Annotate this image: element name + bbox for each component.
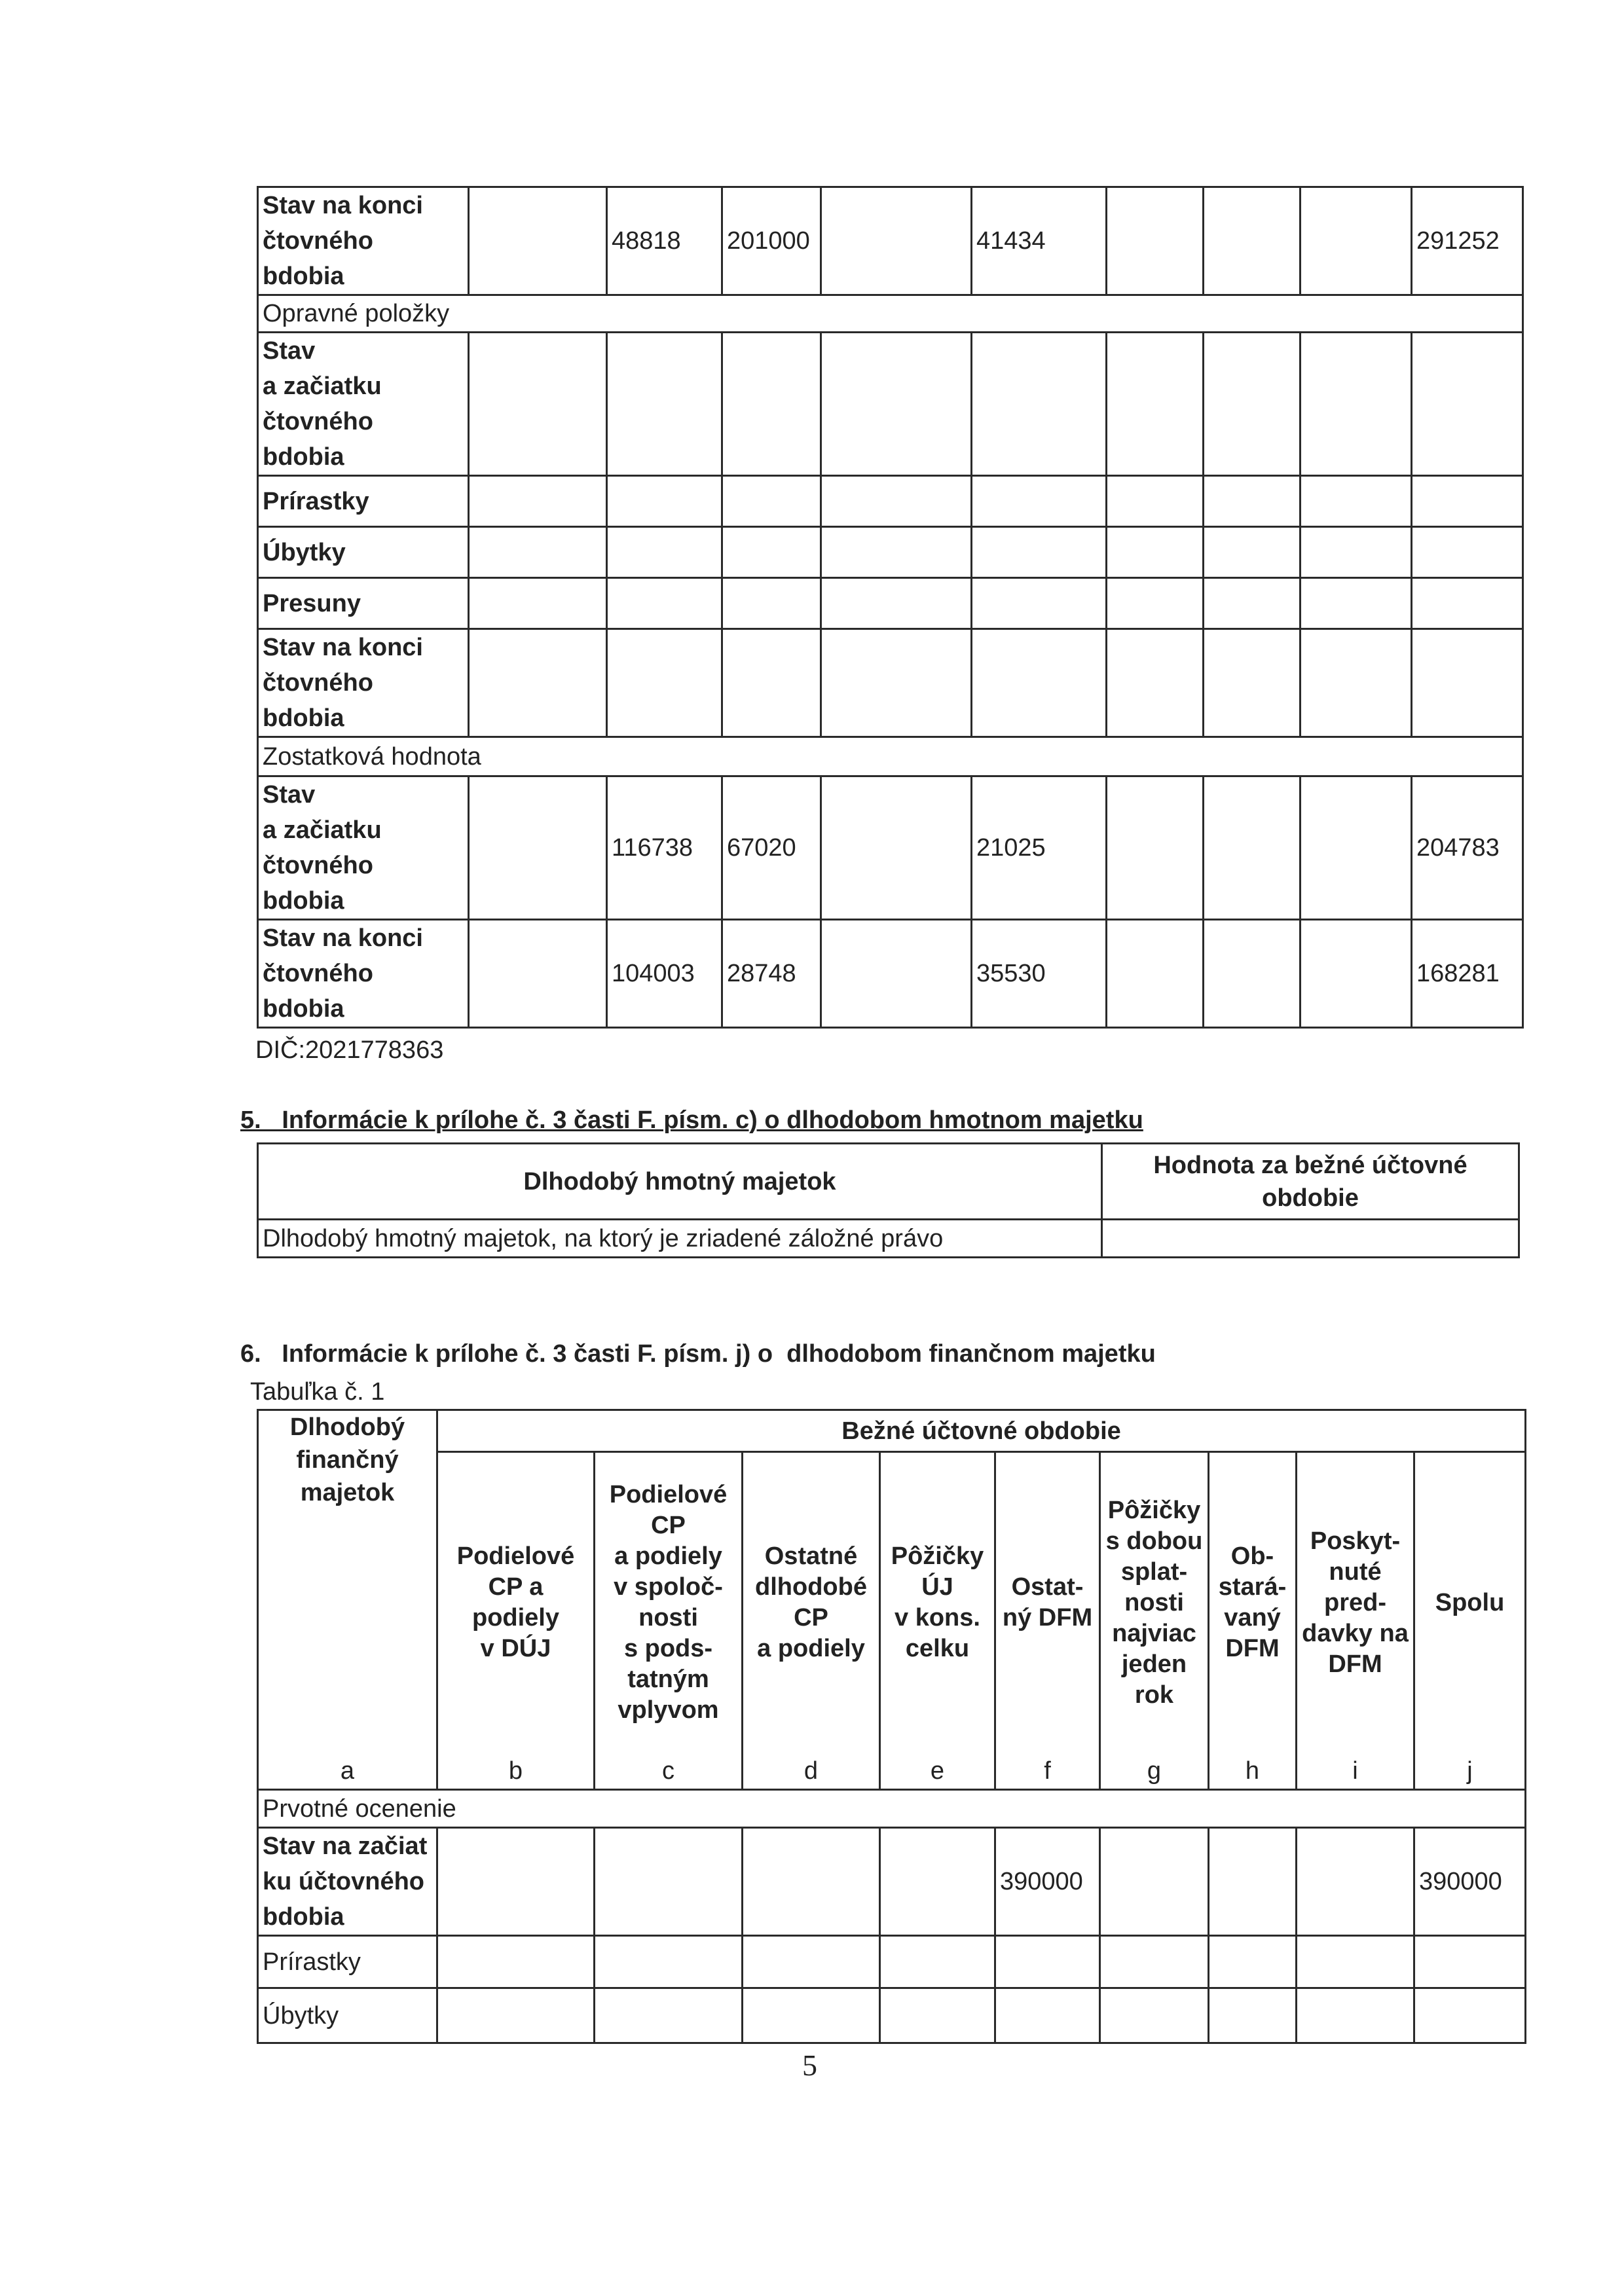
column-letter: h: [1209, 1753, 1297, 1790]
value-cell: 21025: [972, 776, 1107, 920]
table-row: [258, 920, 1523, 1028]
value-cell: [1204, 578, 1301, 629]
value-cell: [722, 333, 821, 476]
section5-table: [257, 1142, 1520, 1258]
value-cell: [1107, 776, 1204, 920]
section6-table: [257, 1409, 1526, 2044]
value-cell: 41434: [972, 187, 1107, 295]
value-cell: [1204, 476, 1301, 527]
value-cell: [722, 629, 821, 737]
row-label: Úbytky: [258, 527, 469, 578]
value-cell: 201000: [722, 187, 821, 295]
row-label: Presuny: [258, 578, 469, 629]
value-cell: [1204, 920, 1301, 1028]
value-cell: [1301, 333, 1412, 476]
value-cell: [1204, 527, 1301, 578]
value-cell: [821, 527, 972, 578]
section-row: [258, 737, 1523, 776]
value-cell: [1209, 1828, 1297, 1936]
section5-row-value: [1102, 1220, 1519, 1258]
value-cell: [607, 333, 722, 476]
value-cell: [595, 1988, 743, 2043]
value-cell: [469, 578, 607, 629]
value-cell: 390000: [995, 1828, 1100, 1936]
value-cell: [469, 333, 607, 476]
value-cell: [722, 578, 821, 629]
section5-col1-header: Dlhodobý hmotný majetok: [258, 1144, 1102, 1220]
table-row: [258, 527, 1523, 578]
value-cell: 35530: [972, 920, 1107, 1028]
value-cell: [972, 476, 1107, 527]
value-cell: [1100, 1828, 1209, 1936]
value-cell: [1107, 527, 1204, 578]
value-cell: [972, 333, 1107, 476]
value-cell: [821, 187, 972, 295]
col-a-header: Dlhodobý finančný majetok: [258, 1410, 437, 1753]
row-label: Stav na začiat ku účtovného bdobia: [258, 1828, 437, 1936]
value-cell: [821, 578, 972, 629]
value-cell: [821, 629, 972, 737]
value-cell: [1107, 333, 1204, 476]
column-letter: j: [1414, 1753, 1526, 1790]
value-cell: [1107, 920, 1204, 1028]
value-cell: 116738: [607, 776, 722, 920]
value-cell: [437, 1988, 595, 2043]
row-label: Stav na konci čtovného bdobia: [258, 187, 469, 295]
value-cell: [1301, 629, 1412, 737]
value-cell: [1204, 776, 1301, 920]
column-letter: e: [880, 1753, 995, 1790]
value-cell: [607, 578, 722, 629]
value-cell: [821, 333, 972, 476]
value-cell: [880, 1936, 995, 1988]
value-cell: [743, 1828, 880, 1936]
value-cell: [1414, 1936, 1526, 1988]
column-header: Ostat- ný DFM: [995, 1452, 1100, 1753]
value-cell: [1301, 920, 1412, 1028]
value-cell: [1301, 187, 1412, 295]
value-cell: [1297, 1828, 1414, 1936]
value-cell: [722, 476, 821, 527]
page-number: 5: [802, 2049, 817, 2082]
section-row: [258, 295, 1523, 333]
row-label: Stav na konci čtovného bdobia: [258, 920, 469, 1028]
letter-row: [258, 1753, 1526, 1790]
row-label: Prírastky: [258, 476, 469, 527]
value-cell: 390000: [1414, 1828, 1526, 1936]
value-cell: [743, 1988, 880, 2043]
value-cell: [880, 1828, 995, 1936]
value-cell: [469, 776, 607, 920]
column-header: Podielové CP a podiely v spoloč- nosti s pods- tatným vplyvom: [595, 1452, 743, 1753]
section-row: [258, 1790, 1526, 1828]
value-cell: [1204, 629, 1301, 737]
table-row: [258, 629, 1523, 737]
value-cell: [1100, 1988, 1209, 2043]
value-cell: [1301, 578, 1412, 629]
section-label: Prvotné ocenenie: [258, 1790, 1526, 1828]
table-row: [258, 1936, 1526, 1988]
value-cell: [1107, 629, 1204, 737]
value-cell: [821, 776, 972, 920]
value-cell: [995, 1936, 1100, 1988]
value-cell: 291252: [1412, 187, 1523, 295]
column-letter: g: [1100, 1753, 1209, 1790]
table-row: [258, 187, 1523, 295]
dic-number: DIČ:2021778363: [255, 1036, 444, 1064]
value-cell: [972, 629, 1107, 737]
column-header: Pôžičky s dobou splat- nosti najviac jeden rok: [1100, 1452, 1209, 1753]
row-label: Stav a začiatku čtovného bdobia: [258, 333, 469, 476]
value-cell: [1107, 476, 1204, 527]
value-cell: 104003: [607, 920, 722, 1028]
table-row: [258, 333, 1523, 476]
value-cell: [607, 527, 722, 578]
value-cell: [743, 1936, 880, 1988]
value-cell: [821, 476, 972, 527]
group-header-row: [258, 1410, 1526, 1452]
value-cell: [972, 578, 1107, 629]
value-cell: 28748: [722, 920, 821, 1028]
row-label: Úbytky: [258, 1988, 437, 2043]
value-cell: 168281: [1412, 920, 1523, 1028]
column-letter: i: [1297, 1753, 1414, 1790]
column-letter: d: [743, 1753, 880, 1790]
table-row: [258, 578, 1523, 629]
column-letter: b: [437, 1753, 595, 1790]
value-cell: [1412, 333, 1523, 476]
table-label: Tabuľka č. 1: [250, 1378, 385, 1406]
column-letter: f: [995, 1753, 1100, 1790]
value-cell: [469, 476, 607, 527]
column-letter: a: [258, 1753, 437, 1790]
table-row: [258, 1828, 1526, 1936]
value-cell: 67020: [722, 776, 821, 920]
table-row: [258, 476, 1523, 527]
section5-row-label: Dlhodobý hmotný majetok, na ktorý je zriadené záložné právo: [258, 1220, 1102, 1258]
value-cell: 204783: [1412, 776, 1523, 920]
value-cell: [1412, 629, 1523, 737]
value-cell: [437, 1828, 595, 1936]
column-header-row: [258, 1452, 1526, 1753]
value-cell: [1412, 476, 1523, 527]
value-cell: [821, 920, 972, 1028]
value-cell: [469, 527, 607, 578]
section-label: Opravné položky: [258, 295, 1523, 333]
column-letter: c: [595, 1753, 743, 1790]
value-cell: [469, 920, 607, 1028]
value-cell: [607, 476, 722, 527]
column-header: Pôžičky ÚJ v kons. celku: [880, 1452, 995, 1753]
column-header: Ob- stará- vaný DFM: [1209, 1452, 1297, 1753]
table-row: [258, 776, 1523, 920]
column-header: Spolu: [1414, 1452, 1526, 1753]
value-cell: [722, 527, 821, 578]
row-label: Stav na konci čtovného bdobia: [258, 629, 469, 737]
column-header: Ostatné dlhodobé CP a podiely: [743, 1452, 880, 1753]
value-cell: [1412, 578, 1523, 629]
value-cell: [1100, 1936, 1209, 1988]
column-header: Podielové CP a podiely v DÚJ: [437, 1452, 595, 1753]
value-cell: [972, 527, 1107, 578]
table-row: [258, 1988, 1526, 2043]
value-cell: [1107, 187, 1204, 295]
value-cell: [1204, 187, 1301, 295]
value-cell: [1204, 333, 1301, 476]
value-cell: [1107, 578, 1204, 629]
value-cell: [995, 1988, 1100, 2043]
value-cell: [1412, 527, 1523, 578]
value-cell: [1297, 1988, 1414, 2043]
column-header: Poskyt- nuté pred- davky na DFM: [1297, 1452, 1414, 1753]
value-cell: [469, 629, 607, 737]
section5-heading: 5. Informácie k prílohe č. 3 časti F. písm. c) o dlhodobom hmotnom majetku: [240, 1106, 1143, 1134]
row-label: Stav a začiatku čtovného bdobia: [258, 776, 469, 920]
value-cell: [469, 187, 607, 295]
section5-col2-header: Hodnota za bežné účtovné obdobie: [1102, 1144, 1519, 1220]
value-cell: [1301, 776, 1412, 920]
value-cell: [437, 1936, 595, 1988]
group-header: Bežné účtovné obdobie: [437, 1410, 1526, 1452]
value-cell: [1301, 527, 1412, 578]
value-cell: [1209, 1936, 1297, 1988]
section-label: Zostatková hodnota: [258, 737, 1523, 776]
value-cell: [595, 1828, 743, 1936]
top-table: [257, 186, 1524, 1029]
row-label: Prírastky: [258, 1936, 437, 1988]
value-cell: [607, 629, 722, 737]
value-cell: 48818: [607, 187, 722, 295]
value-cell: [1297, 1936, 1414, 1988]
value-cell: [1209, 1988, 1297, 2043]
value-cell: [1414, 1988, 1526, 2043]
value-cell: [880, 1988, 995, 2043]
section6-heading: 6. Informácie k prílohe č. 3 časti F. písm. j) o dlhodobom finančnom majetku: [240, 1340, 1156, 1368]
value-cell: [1301, 476, 1412, 527]
value-cell: [595, 1936, 743, 1988]
